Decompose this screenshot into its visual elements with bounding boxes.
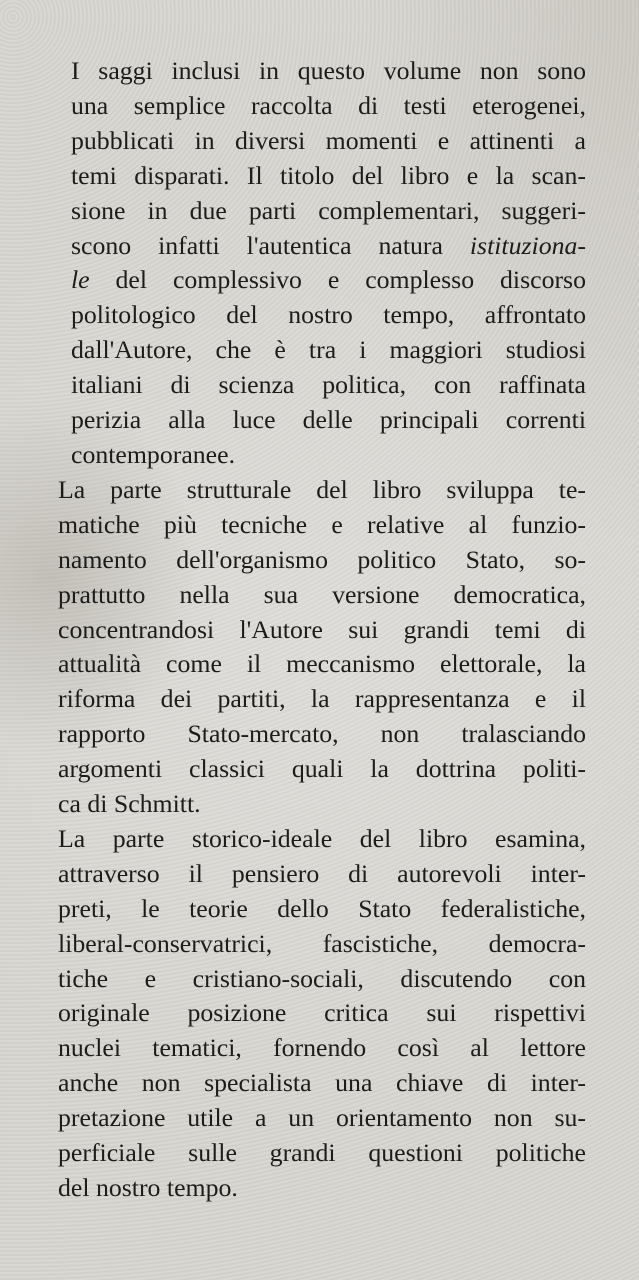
text-line: liberal-conservatrici, fascistiche, democra- — [58, 928, 586, 958]
text-line: tiche e cristiano-sociali, discutendo con — [58, 963, 586, 993]
book-back-cover-text — [58, 54, 586, 1206]
paragraph-structural-part — [58, 473, 586, 822]
text-line: namento dell'organismo politico Stato, so- — [58, 544, 586, 574]
text-line: politologico del nostro tempo, affrontato — [71, 300, 586, 330]
text-line: concentrandosi l'Autore sui grandi temi di — [58, 614, 586, 644]
text-line: perizia alla luce delle principali correnti — [71, 405, 586, 435]
text-line — [58, 263, 586, 298]
text-line: del nostro tempo. — [58, 1173, 238, 1202]
text-line: pubblicati in diversi momenti e attinenti a — [71, 125, 586, 155]
text-line: temi disparati. Il titolo del libro e la scan- — [71, 160, 586, 190]
text-line: attualità come il meccanismo elettorale, la — [58, 649, 586, 679]
text-line: originale posizione critica sui rispettivi — [58, 998, 586, 1028]
text-line: sione in due parti complementari, suggeri- — [71, 195, 586, 225]
text-line: contemporanee. — [71, 439, 236, 469]
text-line: La parte storico-ideale del libro esamina, — [58, 823, 586, 853]
paragraph-intro — [58, 54, 586, 473]
text-line: perficiale sulle grandi questioni politiche — [58, 1138, 586, 1168]
text-line: pretazione utile a un orientamento non su- — [58, 1103, 586, 1133]
text-line: rapporto Stato-mercato, non tralasciando — [58, 719, 586, 749]
text-line: riforma dei partiti, la rappresentanza e il — [58, 684, 586, 714]
text-line: attraverso il pensiero di autorevoli inter- — [58, 858, 586, 888]
text-line: matiche più tecniche e relative al funzio- — [58, 509, 586, 539]
italic-text-run: istituziona- — [469, 230, 586, 260]
italic-text-run: le — [71, 265, 90, 295]
text-line: preti, le teorie dello Stato federalistiche, — [58, 893, 586, 923]
text-line: argomenti classici quali la dottrina politi- — [58, 754, 586, 784]
text-line: La parte strutturale del libro sviluppa te- — [58, 474, 586, 504]
text-line: anche non specialista una chiave di inter- — [58, 1068, 586, 1098]
text-run: scono infatti l'autentica natura — [71, 230, 470, 260]
text-line: italiani di scienza politica, con raffinata — [71, 370, 586, 400]
text-line: ca di Schmitt. — [58, 789, 201, 819]
text-line: dall'Autore, che è tra i maggiori studiosi — [71, 335, 586, 365]
text-line: nuclei tematici, fornendo così al lettore — [58, 1033, 586, 1063]
text-line: I saggi inclusi in questo volume non sono — [71, 56, 586, 85]
text-line: una semplice raccolta di testi eterogenei, — [71, 90, 586, 120]
text-line: prattutto nella sua versione democratica, — [58, 579, 586, 609]
text-line — [58, 229, 586, 264]
text-run: del complessivo e complesso discorso — [89, 265, 586, 295]
paragraph-historical-part — [58, 822, 586, 1206]
